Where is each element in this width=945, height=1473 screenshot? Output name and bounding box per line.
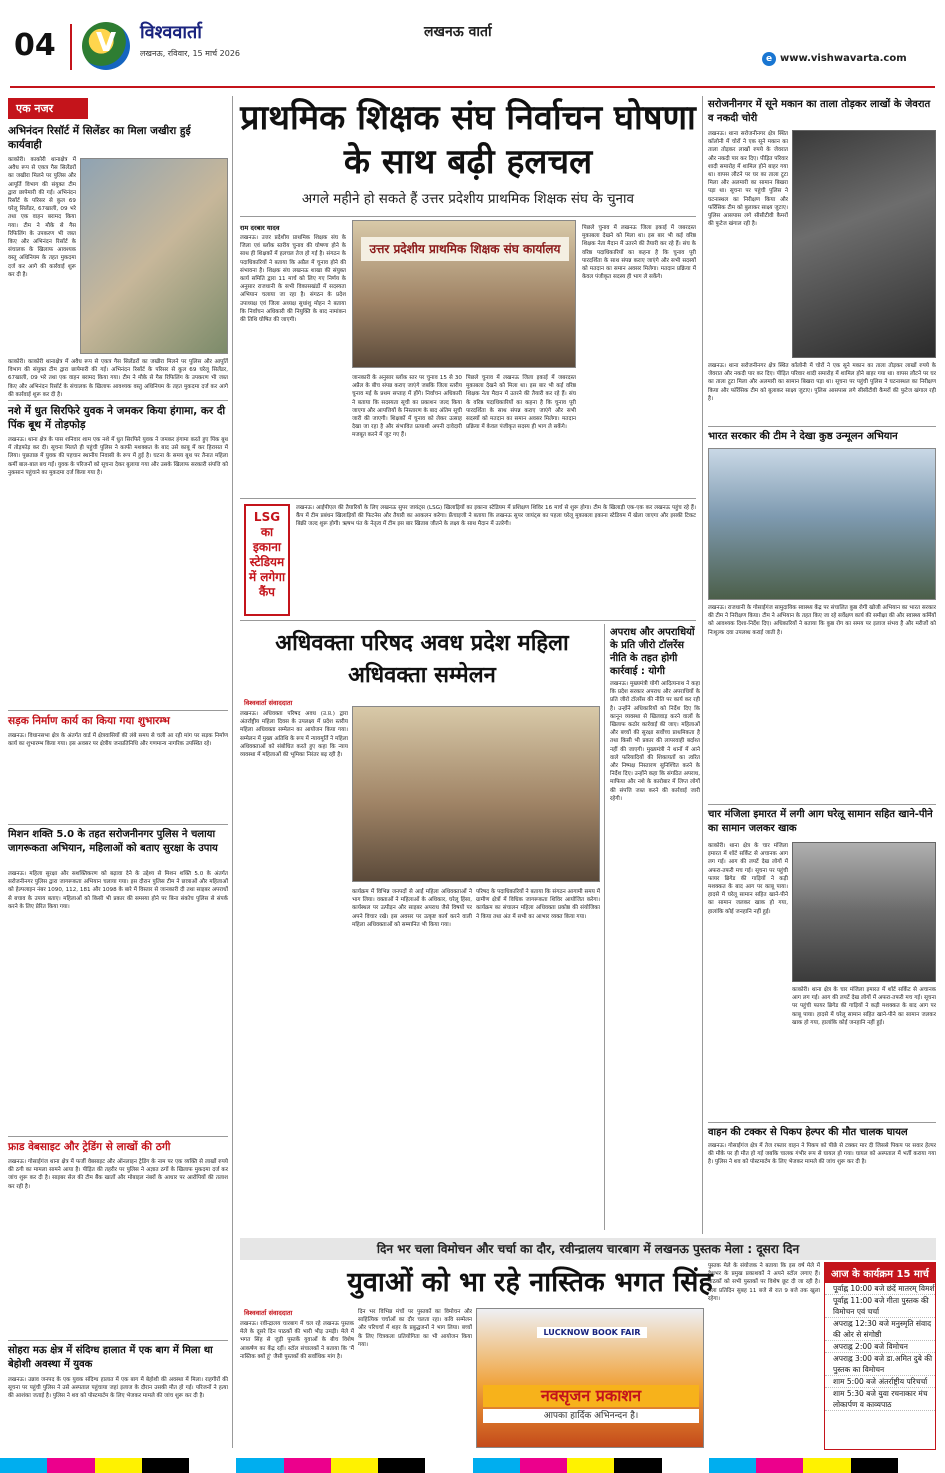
page-number: 04 xyxy=(14,28,56,63)
website-link[interactable]: www.vishwavarta.com xyxy=(780,53,907,64)
adhivakta-body-col2: कार्यक्रम में विभिन्न जनपदों से आईं महिला अधिवक्ताओं ने भाग लिया। वक्ताओं ने महिलाओं के अधिकार, घरेलू हिंसा, कार्यस्थल पर उत्पीड़न और साइबर अपराध जैसे विषयों पर अपने विचार रखे। इस अवसर पर उत्कृष्ट कार्य करने वाली महिला अधिवक्ताओं को सम्मानित भी किया गया। xyxy=(352,889,472,928)
adhivakta-byline: विश्ववार्ता संवाददाता xyxy=(244,699,293,707)
bookfair-body-col2: दिन भर विभिन्न मंचों पर पुस्तकों का विमोचन और साहित्यिक चर्चाओं का दौर चलता रहा। कवि सम्मेलन और परिचर्चा में शहर के प्रबुद्धजनों ने भाग लिया। बच्चों के लिए चित्रकला प्रतियोगिता का भी आयोजन किया गया। xyxy=(358,1309,472,1348)
ek-nazar-tag: एक नजर xyxy=(8,98,88,119)
union-office-signboard: उत्तर प्रदेशीय प्राथमिक शिक्षक संघ कार्यालय xyxy=(361,237,569,261)
agenda-item: शाम 5:30 बजे युवा रचनाकार मंच लोकार्पण व काव्यपाठ xyxy=(825,1388,935,1411)
fire-body-cont: काकोरी। थाना क्षेत्र के चार मंजिला इमारत में शॉर्ट सर्किट से अचानक आग लग गई। आग की लपटें देख लोगों में अफरा-तफरी मच गई। सूचना पर पहुंची फायर ब्रिगेड की गाड़ियों ने कड़ी मशक्कत के बाद आग पर काबू पाया। हादसे में घरेलू सामान सहित खाने-पीने का सामान जलकर खाक हो गया, हालांकि कोई जनहानि नहीं हुई। xyxy=(792,987,936,1026)
lead-body-col1: लखनऊ। उत्तर प्रदेशीय प्राथमिक शिक्षक संघ के जिला एवं ब्लॉक स्तरीय चुनाव की घोषणा होने के साथ ही शिक्षकों में हलचल तेज हो गई है। संगठन के पदाधिकारियों ने बताया कि अप्रैल में चुनाव होने की संभावना है। शिक्षक संघ लखनऊ शाखा की संयुक्त कार्य समिति द्वारा 11 मार्च को लिए गए निर्णय के अनुसार राजधानी के सभी विकासखंडों में सदस्यता अभियान चलाया जा रहा है। संगठन के प्रदेश उपाध्यक्ष एवं जिला अध्यक्ष सुधांशु मोहन ने बताया कि निर्वाचन अधिकारी की नियुक्ति के बाद नामांकन की तिथि घोषित की जाएगी। xyxy=(240,235,346,324)
story-youth-body: लखनऊ। उन्नाव जनपद के एक युवक संदिग्ध हालात में एक बाग में बेहोशी की अवस्था में मिला। राहगीरों की सूचना पर पहुंची पुलिस ने उसे अस्पताल पहुंचाया जहां इलाज के दौरान उसकी मौत हो गई। परिजनों ने हत्या की आशंका जताई है। पुलिस ने शव को पोस्टमार्टम के लिए भेजकर मामले की जांच शुरू कर दी है। xyxy=(8,1377,228,1400)
lsg-box: LSG का इकाना स्टेडियम में लगेगा कैंप xyxy=(244,504,290,616)
agenda-title: आज के कार्यक्रम 15 मार्च xyxy=(825,1263,935,1283)
agenda-item: अपराह्न 12:30 बजे मनुस्मृति संवाद की ओर से संगोष्ठी xyxy=(825,1318,935,1341)
adhivakta-body-col1: लखनऊ। अधिवक्ता परिषद अवध (उ.प्र.) द्वारा अंतर्राष्ट्रीय महिला दिवस के उपलक्ष्य में प्रदेश स्तरीय महिला अधिवक्ता सम्मेलन का आयोजन किया गया। सम्मेलन में मुख्य अतिथि के रूप में न्यायमूर्ति ने महिला अधिवक्ताओं को संबोधित करते हुए कहा कि न्याय व्यवस्था में महिलाओं की भूमिका निरंतर बढ़ रही है। xyxy=(240,711,348,759)
story-cylinder-body: काकोरी। काकोरी थानाक्षेत्र में अवैध रूप से एकत्र गैस सिलेंडरों का जखीरा मिलने पर पुलिस और आपूर्ति विभाग की संयुक्त टीम द्वारा छापेमारी की गई। अभिनंदन रिसॉर्ट के परिसर से कुल 69 घरेलू सिलेंडर, 67खाली, 09 भरे तथा एक वाहन बरामद किया गया। टीम ने मौके से गैस रिफिलिंग के उपकरण भी जब्त किए और अभिनंदन रिसॉर्ट के संचालक के खिलाफ आवश्यक वस्तु अधिनियम के तहत मुकदमा दर्ज कर आगे की कार्रवाई शुरू कर दी है। xyxy=(8,157,76,278)
welcome-sign: आपका हार्दिक अभिनन्दन है। xyxy=(483,1409,699,1423)
story-cylinder-body-cont: काकोरी। काकोरी थानाक्षेत्र में अवैध रूप से एकत्र गैस सिलेंडरों का जखीरा मिलने पर पुलिस और आपूर्ति विभाग की संयुक्त टीम द्वारा छापेमारी की गई। अभिनंदन रिसॉर्ट के परिसर से कुल 69 घरेलू सिलेंडर, 67खाली, 09 भरे तथा एक वाहन बरामद किया गया। टीम ने मौके से गैस रिफिलिंग के उपकरण भी जब्त किए और अभिनंदन रिसॉर्ट के संचालक के खिलाफ आवश्यक वस्तु अधिनियम के तहत मुकदमा दर्ज कर आगे की कार्रवाई शुरू कर दी है। xyxy=(8,359,228,398)
lead-subhead: अगले महीने हो सकते हैं उत्तर प्रदेशीय प्राथमिक शिक्षक संघ के चुनाव xyxy=(301,191,635,207)
agenda-box xyxy=(824,1262,936,1450)
masthead-divider xyxy=(70,24,72,70)
fire-body: काकोरी। थाना क्षेत्र के चार मंजिला इमारत में शॉर्ट सर्किट से अचानक आग लग गई। आग की लपटें देख लोगों में अफरा-तफरी मच गई। सूचना पर पहुंची फायर ब्रिगेड की गाड़ियों ने कड़ी मशक्कत के बाद आग पर काबू पाया। हादसे में घरेलू सामान सहित खाने-पीने का सामान जलकर खाक हो गया, हालांकि कोई जनहानि नहीं हुई। xyxy=(708,843,788,915)
theft-headline: सरोजनीनगर में सूने मकान का ताला तोड़कर लाखों के जेवरात व नकदी चोरी xyxy=(708,99,931,124)
lsg-body: लखनऊ। आईपीएल की तैयारियों के लिए लखनऊ सुपर जायंट्स (LSG) खिलाड़ियों का इकाना स्टेडियम में प्रशिक्षण शिविर 16 मार्च से शुरू होगा। टीम के खिलाड़ी एक-एक कर लखनऊ पहुंच रहे हैं। कैंप में टीम प्रबंधन खिलाड़ियों की फिटनेस और तैयारी का आकलन करेगा। फ्रेंचाइजी ने बताया कि लखनऊ सुपर जायंट्स का पहला घरेलू मुकाबला इकाना स्टेडियम में खेला जाएगा और इसकी टिकट बिक्री जल्द शुरू होगी। ऋषभ पंत के नेतृत्व में टीम इस बार खिताब जीतने के लक्ष्य के साथ मैदान में उतरेगी। xyxy=(296,505,696,528)
story-road-headline: सड़क निर्माण कार्य का किया गया शुभारम्भ xyxy=(8,715,170,727)
bookfair-body-col3: पुस्तक मेले के संयोजक ने बताया कि इस वर्ष मेले में देशभर के प्रमुख प्रकाशकों ने अपने स्टॉल लगाए हैं। पाठकों को सभी पुस्तकों पर विशेष छूट दी जा रही है। मेला प्रतिदिन सुबह 11 बजे से रात 9 बजे तक खुला रहेगा। xyxy=(708,1263,820,1302)
dateline: लखनऊ, रविवार, 15 मार्च 2026 xyxy=(140,49,241,58)
bookfair-stall-photo xyxy=(476,1308,704,1448)
story-youth-headline: सोहरा मऊ क्षेत्र में संदिग्ध हालात में एक बाग में मिला था बेहोशी अवस्था में युवक xyxy=(8,1345,213,1370)
lead-headline: प्राथमिक शिक्षक संघ निर्वाचन घोषणा के साथ बढ़ी हलचल xyxy=(240,98,696,182)
logo-v-icon: V xyxy=(96,28,117,58)
agenda-item: पूर्वाह्न 11:00 बजे गीता पुस्तक की विमोचन एवं चर्चा xyxy=(825,1295,935,1318)
agenda-item: अपराह्न 2:00 बजे विमोचन xyxy=(825,1341,935,1353)
accident-body: लखनऊ। गोसाईगंज क्षेत्र में तेज रफ्तार वाहन ने पिकप को पीछे से टक्कर मार दी जिससे पिकप पर सवार हेल्पर की मौके पर ही मौत हो गई जबकि चालक गंभीर रूप से घायल हो गया। घायल को अस्पताल में भर्ती कराया गया है। पुलिस ने शव को पोस्टमार्टम के लिए भेजकर मामले की जांच शुरू कर दी है। xyxy=(708,1143,936,1166)
union-office-photo xyxy=(352,220,576,368)
agenda-item: शाम 5:00 बजे अंतर्राष्ट्रीय परिचर्चा xyxy=(825,1376,935,1388)
navsrijan-prakashan-sign: नवसृजन प्रकाशन xyxy=(483,1385,699,1407)
bookfair-banner: दिन भर चला विमोचन और चर्चा का दौर, रवीन्द्रालय चारबाग में लखनऊ पुस्तक मेला : दूसरा दिन xyxy=(240,1238,936,1260)
bookfair-headline: युवाओं को भा रहे नास्तिक भगत सिंह xyxy=(347,1267,713,1298)
lead-body-col2: जानकारी के अनुसार ब्लॉक स्तर पर चुनाव 15 से 30 अप्रैल के बीच संपन्न कराए जाएंगे जबकि जिला स्तरीय चुनाव मई के प्रथम सप्ताह में होंगे। निर्वाचन अधिकारी ने बताया कि सदस्यता सूची का प्रकाशन जल्द किया जाएगा और आपत्तियों के निस्तारण के बाद अंतिम सूची जारी की जाएगी। शिक्षकों में चुनाव को लेकर उत्साह देखा जा रहा है और संभावित प्रत्याशी अपनी दावेदारी मजबूत करने में जुट गए हैं। xyxy=(352,375,462,439)
story-drunk-body: लखनऊ। थाना क्षेत्र के पास शनिवार शाम एक नशे में धुत सिरफिरे युवक ने जमकर हंगामा करते हुए पिंक बूथ में तोड़फोड़ कर दी। सूचना मिलते ही पहुंची पुलिस ने काफी मशक्कत के बाद उसे काबू में कर हिरासत में लिया। पूछताछ में युवक की पहचान स्थानीय निवासी के रूप में हुई है। घटना के समय बूथ पर तैनात महिला कर्मी बाल-बाल बच गईं। युवक के परिजनों को सूचना देकर बुलाया गया और उसके खिलाफ सरकारी संपत्ति को नुकसान पहुंचाने का मुकदमा दर्ज किया गया है। xyxy=(8,437,228,476)
fire-headline: चार मंजिला इमारत में लगी आग घरेलू सामान सहित खाने-पीने का सामान जलकर खाक xyxy=(708,809,933,834)
masthead-rule xyxy=(10,86,935,88)
agenda-item: पूर्वाह्न 10:00 बजे छंदें मातरम् विमर्श xyxy=(825,1283,935,1295)
paper-name: विश्ववार्ता xyxy=(140,22,202,43)
lead-body-col3: पिछले चुनाव में लखनऊ जिला इकाई में जबरदस्त मुकाबला देखने को मिला था। इस बार भी कई वरिष्ठ शिक्षक नेता मैदान में उतरने की तैयारी कर रहे हैं। संघ के वरिष्ठ पदाधिकारियों का कहना है कि चुनाव पूरी पारदर्शिता के साथ संपन्न कराए जाएंगे और सभी सदस्यों को मतदान का समान अवसर मिलेगा। मतदान प्रक्रिया में केवल पंजीकृत सदस्य ही भाग ले सकेंगे। xyxy=(466,375,576,431)
bookfair-body-col1: लखनऊ। रवीन्द्रालय चारबाग में चल रहे लखनऊ पुस्तक मेले के दूसरे दिन पाठकों की भारी भीड़ उमड़ी। मेले में भगत सिंह से जुड़ी पुस्तकें युवाओं के बीच विशेष आकर्षण का केंद्र रहीं। स्टॉल संचालकों ने बताया कि 'मैं नास्तिक क्यों हूं' जैसी पुस्तकों की सर्वाधिक मांग है। xyxy=(240,1321,354,1360)
theft-cctv-photo xyxy=(792,130,936,358)
crime-body: लखनऊ। मुख्यमंत्री योगी आदित्यनाथ ने कहा कि प्रदेश सरकार अपराध और अपराधियों के प्रति जीरो टॉलरेंस की नीति पर कार्य कर रही है। उन्होंने अधिकारियों को निर्देश दिए कि कानून व्यवस्था से खिलवाड़ करने वालों के खिलाफ कठोर कार्रवाई की जाए। महिलाओं और बच्चों की सुरक्षा सर्वोच्च प्राथमिकता है तथा किसी भी प्रकार की लापरवाही बर्दाश्त नहीं की जाएगी। मुख्यमंत्री ने थानों में आने वाले फरियादियों की शिकायतों का त्वरित और निष्पक्ष निस्तारण सुनिश्चित करने के निर्देश दिए। उन्होंने कहा कि संगठित अपराध, माफिया और नशे के कारोबार में लिप्त लोगों की संपत्ति जब्त करने की कार्रवाई जारी रहेगी। xyxy=(610,681,700,802)
story-mission-headline: मिशन शक्ति 5.0 के तहत सरोजनीनगर पुलिस ने चलाया जागरूकता अभियान, महिलाओं को बताए सुरक्षा के उपाय xyxy=(8,829,218,854)
theft-body-cont: लखनऊ। थाना सरोजनीनगर क्षेत्र स्थित कॉलोनी में चोरों ने एक सूने मकान का ताला तोड़कर लाखों रुपये के जेवरात और नकदी पार कर दिए। पीड़ित परिवार शादी समारोह में शामिल होने बाहर गया था। वापस लौटने पर घर का ताला टूटा मिला और अलमारी का सामान बिखरा पड़ा था। सूचना पर पहुंची पुलिस ने घटनास्थल का निरीक्षण किया और फॉरेंसिक टीम को बुलाकर साक्ष्य जुटाए। पुलिस आसपास लगे सीसीटीवी कैमरों की फुटेज खंगाल रही है। xyxy=(708,363,936,402)
left-column xyxy=(8,98,228,1450)
lucknow-book-fair-sign: LUCKNOW BOOK FAIR xyxy=(537,1327,647,1338)
leprosy-body: लखनऊ। राजधानी के गोसाईगंज सामुदायिक स्वास्थ्य केंद्र पर संचालित कुष्ठ रोगी खोजी अभियान का भारत सरकार की टीम ने निरीक्षण किया। टीम ने अभियान के तहत किए जा रहे सर्वेक्षण कार्य की समीक्षा की और स्वास्थ्य कर्मियों को आवश्यक दिशा-निर्देश दिए। अधिकारियों ने बताया कि कुष्ठ रोग का समय पर इलाज संभव है और मरीजों को निःशुल्क दवा उपलब्ध कराई जाती है। xyxy=(708,605,936,636)
section-name: लखनऊ वार्ता xyxy=(424,24,492,40)
story-fraud-body: लखनऊ। गोसाईगंज थाना क्षेत्र में फर्जी वेबसाइट और ऑनलाइन ट्रेडिंग के नाम पर एक व्यक्ति से लाखों रुपये की ठगी का मामला सामने आया है। पीड़ित की तहरीर पर पुलिस ने अज्ञात ठगों के खिलाफ मुकदमा दर्ज कर जांच शुरू कर दी है। साइबर सेल की टीम बैंक खातों और मोबाइल नंबरों के आधार पर आरोपियों की तलाश कर रही है। xyxy=(8,1159,228,1190)
lead-story xyxy=(240,96,696,496)
masthead xyxy=(0,0,945,88)
story-drunk-headline: नशे में धुत सिरफिरे युवक ने जमकर किया हंगामा, कर दी पिंक बूथ में तोड़फोड़ xyxy=(8,405,226,431)
web-globe-icon: e xyxy=(762,52,776,66)
right-column xyxy=(708,96,936,1234)
lead-body-col4: पिछले चुनाव में लखनऊ जिला इकाई में जबरदस्त मुकाबला देखने को मिला था। इस बार भी कई वरिष्ठ शिक्षक नेता मैदान में उतरने की तैयारी कर रहे हैं। संघ के वरिष्ठ पदाधिकारियों का कहना है कि चुनाव पूरी पारदर्शिता के साथ संपन्न कराए जाएंगे और सभी सदस्यों को मतदान का समान अवसर मिलेगा। मतदान प्रक्रिया में केवल पंजीकृत सदस्य ही भाग ले सकेंगे। xyxy=(582,225,696,281)
story-fraud-headline: फ्राड वेबसाइट और ट्रेडिंग से लाखों की ठगी xyxy=(8,1141,171,1153)
adhivakta-award-photo xyxy=(352,706,600,882)
print-color-bar xyxy=(0,1458,945,1473)
story-cylinder-headline: अभिनंदन रिसॉर्ट में सिलेंडर का मिला जखीरा हुई कार्यवाही xyxy=(8,125,191,151)
leprosy-team-photo xyxy=(708,448,936,600)
bookfair-byline: विश्ववार्ता संवाददाता xyxy=(244,1309,293,1317)
story-road-body: लखनऊ। विधानसभा क्षेत्र के अंतर्गत वार्ड में क्षेत्रवासियों की लंबे समय से चली आ रही मांग पर सड़क निर्माण कार्य का शुभारम्भ किया गया। इस अवसर पर क्षेत्रीय जनप्रतिनिधि और गणमान्य नागरिक उपस्थित रहे। xyxy=(8,733,228,748)
agenda-item: अपराह्न 3:00 बजे डा.अमित दुबे की पुस्तक का विमोचन xyxy=(825,1353,935,1376)
fire-building-photo xyxy=(792,842,936,982)
lead-byline: राम दरबार यादव xyxy=(240,224,280,232)
accident-headline: वाहन की टक्कर से पिकप हेल्पर की मौत चालक घायल xyxy=(708,1127,908,1138)
adhivakta-body-col3: परिषद के पदाधिकारियों ने बताया कि संगठन आगामी समय में ग्रामीण क्षेत्रों में विधिक जागरूकता शिविर आयोजित करेगा। कार्यक्रम का संचालन महिला अधिवक्ता प्रकोष्ठ की संयोजिका ने किया तथा अंत में सभी का आभार व्यक्त किया गया। xyxy=(476,889,600,920)
adhivakta-headline: अधिवक्ता परिषद अवध प्रदेश महिला अधिवक्ता सम्मेलन xyxy=(275,631,569,688)
leprosy-headline: भारत सरकार की टीम ने देखा कुष्ठ उन्मूलन अभियान xyxy=(708,431,898,442)
story-mission-body: लखनऊ। महिला सुरक्षा और सशक्तिकरण को बढ़ावा देने के उद्देश्य से मिशन शक्ति 5.0 के अंतर्गत सरोजनीनगर पुलिस द्वारा जागरूकता अभियान चलाया गया। इस दौरान पुलिस टीम ने छात्राओं और महिलाओं को हेल्पलाइन नंबर 1090, 112, 181 और 1098 के बारे में विस्तार से जानकारी दी तथा साइबर अपराधों से बचाव के उपाय बताए। महिलाओं को किसी भी प्रकार की समस्या होने पर बिना संकोच पुलिस से संपर्क करने के लिए प्रेरित किया गया। xyxy=(8,871,228,910)
theft-body: लखनऊ। थाना सरोजनीनगर क्षेत्र स्थित कॉलोनी में चोरों ने एक सूने मकान का ताला तोड़कर लाखों रुपये के जेवरात और नकदी पार कर दिए। पीड़ित परिवार शादी समारोह में शामिल होने बाहर गया था। वापस लौटने पर घर का ताला टूटा मिला और अलमारी का सामान बिखरा पड़ा था। सूचना पर पहुंची पुलिस ने घटनास्थल का निरीक्षण किया और फॉरेंसिक टीम को बुलाकर साक्ष्य जुटाए। पुलिस आसपास लगे सीसीटीवी कैमरों की फुटेज खंगाल रही है। xyxy=(708,131,788,228)
cylinder-truck-photo xyxy=(80,158,228,354)
crime-headline: अपराध और अपराधियों के प्रति जीरो टॉलरेंस नीति के तहत होगी कार्रवाई : योगी xyxy=(610,627,695,677)
